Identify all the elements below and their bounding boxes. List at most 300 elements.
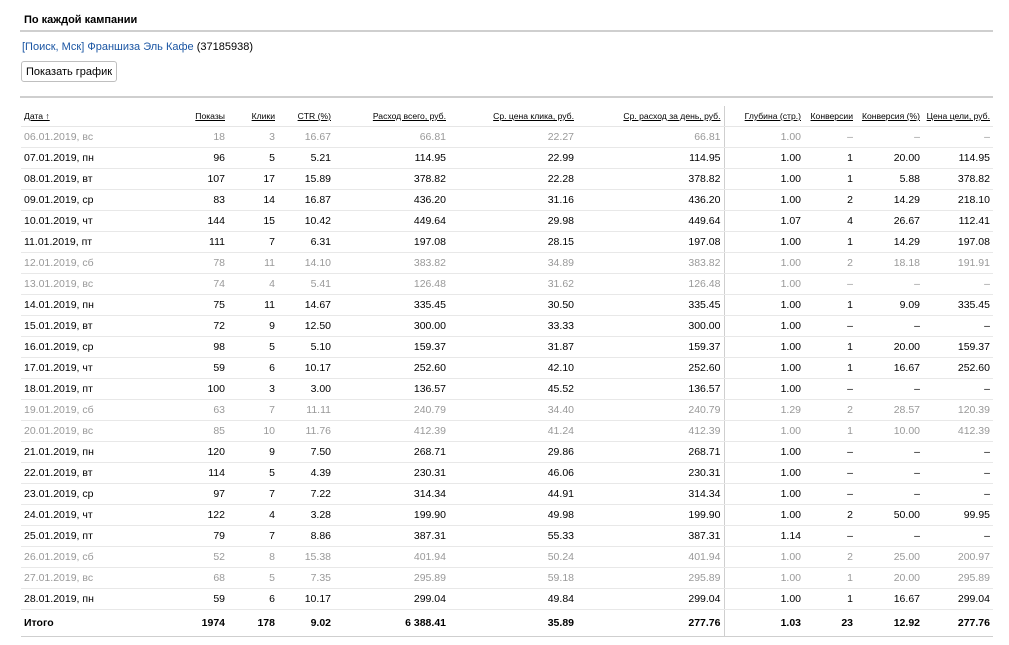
table-row	[21, 442, 993, 463]
cell-conversions: 2	[804, 190, 856, 211]
cell-avg-daily-spend: 136.57	[577, 379, 724, 400]
cell-impressions: 59	[129, 358, 228, 379]
cell-conversions: 1	[804, 169, 856, 190]
cell-clicks: 3	[228, 127, 278, 148]
table-row	[21, 484, 993, 505]
campaign-id: (37185938)	[196, 41, 254, 53]
cell-date: 22.01.2019, вт	[21, 463, 129, 484]
cell-avg-cpc: 22.28	[449, 169, 577, 190]
show-chart-button[interactable]: Показать график	[21, 61, 117, 82]
divider	[20, 30, 993, 32]
cell-date: 18.01.2019, пт	[21, 379, 129, 400]
cell-conversions: 2	[804, 253, 856, 274]
cell-conversions: –	[804, 484, 856, 505]
cell-depth: 1.00	[724, 589, 804, 610]
cell-avg-daily-spend: 126.48	[577, 274, 724, 295]
cell-cost-per-goal: 299.04	[923, 589, 993, 610]
table-row	[21, 211, 993, 232]
cell-avg-daily-spend: 252.60	[577, 358, 724, 379]
cell-cost-per-goal: 412.39	[923, 421, 993, 442]
cell-conversion-rate: 16.67	[856, 589, 923, 610]
cell-spend-total: 299.04	[334, 589, 449, 610]
cell-clicks: 4	[228, 274, 278, 295]
cell-conversions: –	[804, 526, 856, 547]
cell-ctr: 15.89	[278, 169, 334, 190]
cell-clicks: 11	[228, 253, 278, 274]
cell-conversion-rate: 9.09	[856, 295, 923, 316]
cell-ctr: 11.76	[278, 421, 334, 442]
cell-depth: 1.00	[724, 253, 804, 274]
cell-avg-cpc: 55.33	[449, 526, 577, 547]
cell-impressions: 78	[129, 253, 228, 274]
cell-clicks: 17	[228, 169, 278, 190]
cell-date: 07.01.2019, пн	[21, 148, 129, 169]
cell-avg-daily-spend: 230.31	[577, 463, 724, 484]
cell-conversions: 2	[804, 505, 856, 526]
cell-ctr: 7.35	[278, 568, 334, 589]
cell-cost-per-goal: 335.45	[923, 295, 993, 316]
cell-depth: 1.00	[724, 442, 804, 463]
cell-cost-per-goal: 252.60	[923, 358, 993, 379]
cell-cost-per-goal: 112.41	[923, 211, 993, 232]
cell-cost-per-goal: –	[923, 463, 993, 484]
section-title: По каждой кампании	[24, 14, 138, 26]
cell-avg-daily-spend: 299.04	[577, 589, 724, 610]
cell-date: 26.01.2019, сб	[21, 547, 129, 568]
cell-conversion-rate: 25.00	[856, 547, 923, 568]
cell-depth: 1.00	[724, 379, 804, 400]
table-row	[21, 190, 993, 211]
cell-ctr: 6.31	[278, 232, 334, 253]
cell-impressions: 111	[129, 232, 228, 253]
cell-date: 23.01.2019, ср	[21, 484, 129, 505]
total-conversions: 23	[804, 610, 856, 637]
cell-avg-daily-spend: 412.39	[577, 421, 724, 442]
cell-date: 15.01.2019, вт	[21, 316, 129, 337]
campaign-link[interactable]: [Поиск, Мск] Франшиза Эль Кафе	[22, 41, 194, 53]
cell-avg-cpc: 49.98	[449, 505, 577, 526]
cell-avg-daily-spend: 314.34	[577, 484, 724, 505]
cell-clicks: 15	[228, 211, 278, 232]
cell-conversion-rate: –	[856, 379, 923, 400]
cell-spend-total: 295.89	[334, 568, 449, 589]
cell-conversion-rate: 28.57	[856, 400, 923, 421]
column-header-clicks[interactable]: Клики	[228, 106, 278, 127]
cell-conversions: 1	[804, 568, 856, 589]
cell-avg-daily-spend: 449.64	[577, 211, 724, 232]
cell-date: 08.01.2019, вт	[21, 169, 129, 190]
cell-spend-total: 114.95	[334, 148, 449, 169]
cell-ctr: 12.50	[278, 316, 334, 337]
table-row	[21, 589, 993, 610]
cell-depth: 1.00	[724, 505, 804, 526]
cell-date: 06.01.2019, вс	[21, 127, 129, 148]
cell-date: 12.01.2019, сб	[21, 253, 129, 274]
cell-ctr: 7.22	[278, 484, 334, 505]
cell-clicks: 9	[228, 316, 278, 337]
column-header-avg-cpc[interactable]: Ср. цена клика, руб.	[449, 106, 577, 127]
cell-conversion-rate: 50.00	[856, 505, 923, 526]
cell-spend-total: 126.48	[334, 274, 449, 295]
cell-clicks: 7	[228, 232, 278, 253]
cell-conversion-rate: –	[856, 463, 923, 484]
total-clicks: 178	[228, 610, 278, 637]
cell-cost-per-goal: 197.08	[923, 232, 993, 253]
cell-impressions: 74	[129, 274, 228, 295]
table-row	[21, 148, 993, 169]
cell-conversion-rate: 16.67	[856, 358, 923, 379]
table-row	[21, 253, 993, 274]
cell-spend-total: 449.64	[334, 211, 449, 232]
cell-conversion-rate: 20.00	[856, 568, 923, 589]
table-row	[21, 421, 993, 442]
cell-spend-total: 240.79	[334, 400, 449, 421]
total-date: Итого	[21, 610, 129, 637]
cell-cost-per-goal: –	[923, 484, 993, 505]
cell-impressions: 97	[129, 484, 228, 505]
cell-ctr: 5.41	[278, 274, 334, 295]
cell-depth: 1.00	[724, 232, 804, 253]
cell-date: 11.01.2019, пт	[21, 232, 129, 253]
total-spend-total: 6 388.41	[334, 610, 449, 637]
cell-avg-cpc: 42.10	[449, 358, 577, 379]
cell-cost-per-goal: –	[923, 442, 993, 463]
cell-avg-cpc: 31.62	[449, 274, 577, 295]
cell-date: 25.01.2019, пт	[21, 526, 129, 547]
cell-clicks: 5	[228, 148, 278, 169]
column-header-avg-daily-spend[interactable]: Ср. расход за день, руб.	[577, 106, 724, 127]
cell-cost-per-goal: 378.82	[923, 169, 993, 190]
cell-conversions: –	[804, 316, 856, 337]
cell-avg-daily-spend: 268.71	[577, 442, 724, 463]
cell-impressions: 144	[129, 211, 228, 232]
cell-spend-total: 159.37	[334, 337, 449, 358]
cell-avg-cpc: 30.50	[449, 295, 577, 316]
cell-conversions: 1	[804, 358, 856, 379]
cell-impressions: 59	[129, 589, 228, 610]
cell-avg-cpc: 33.33	[449, 316, 577, 337]
cell-cost-per-goal: 191.91	[923, 253, 993, 274]
cell-conversion-rate: –	[856, 316, 923, 337]
cell-avg-cpc: 34.40	[449, 400, 577, 421]
table-row	[21, 169, 993, 190]
cell-avg-cpc: 22.99	[449, 148, 577, 169]
cell-date: 09.01.2019, ср	[21, 190, 129, 211]
cell-depth: 1.00	[724, 295, 804, 316]
cell-spend-total: 252.60	[334, 358, 449, 379]
cell-conversions: 1	[804, 421, 856, 442]
cell-impressions: 107	[129, 169, 228, 190]
cell-spend-total: 199.90	[334, 505, 449, 526]
cell-depth: 1.07	[724, 211, 804, 232]
cell-conversions: 4	[804, 211, 856, 232]
cell-avg-daily-spend: 159.37	[577, 337, 724, 358]
cell-depth: 1.29	[724, 400, 804, 421]
cell-avg-daily-spend: 199.90	[577, 505, 724, 526]
cell-conversions: –	[804, 442, 856, 463]
cell-ctr: 3.00	[278, 379, 334, 400]
total-conversion-rate: 12.92	[856, 610, 923, 637]
table-row	[21, 505, 993, 526]
cell-depth: 1.00	[724, 463, 804, 484]
column-header-date[interactable]: Дата ↑	[21, 106, 129, 127]
column-header-cost-per-goal[interactable]: Цена цели, руб.	[923, 106, 993, 127]
column-header-ctr[interactable]: CTR (%)	[278, 106, 334, 127]
cell-depth: 1.00	[724, 169, 804, 190]
cell-conversion-rate: 10.00	[856, 421, 923, 442]
cell-conversion-rate: 20.00	[856, 148, 923, 169]
cell-avg-cpc: 31.16	[449, 190, 577, 211]
cell-spend-total: 300.00	[334, 316, 449, 337]
cell-avg-daily-spend: 240.79	[577, 400, 724, 421]
table-row	[21, 547, 993, 568]
column-header-spend-total[interactable]: Расход всего, руб.	[334, 106, 449, 127]
cell-impressions: 122	[129, 505, 228, 526]
cell-impressions: 52	[129, 547, 228, 568]
cell-cost-per-goal: –	[923, 379, 993, 400]
cell-clicks: 5	[228, 337, 278, 358]
cell-ctr: 16.87	[278, 190, 334, 211]
column-header-conversion-rate[interactable]: Конверсия (%)	[856, 106, 923, 127]
cell-impressions: 18	[129, 127, 228, 148]
cell-spend-total: 436.20	[334, 190, 449, 211]
cell-ctr: 15.38	[278, 547, 334, 568]
cell-cost-per-goal: –	[923, 127, 993, 148]
cell-clicks: 5	[228, 463, 278, 484]
cell-ctr: 5.21	[278, 148, 334, 169]
table-row	[21, 337, 993, 358]
cell-clicks: 11	[228, 295, 278, 316]
campaign-stats-table	[21, 106, 993, 637]
cell-avg-daily-spend: 66.81	[577, 127, 724, 148]
cell-date: 27.01.2019, вс	[21, 568, 129, 589]
cell-spend-total: 314.34	[334, 484, 449, 505]
cell-spend-total: 197.08	[334, 232, 449, 253]
cell-impressions: 72	[129, 316, 228, 337]
cell-avg-cpc: 50.24	[449, 547, 577, 568]
cell-ctr: 11.11	[278, 400, 334, 421]
divider	[20, 96, 993, 98]
cell-cost-per-goal: 120.39	[923, 400, 993, 421]
cell-clicks: 7	[228, 400, 278, 421]
cell-spend-total: 412.39	[334, 421, 449, 442]
table-row	[21, 568, 993, 589]
total-row	[21, 610, 993, 637]
table-row	[21, 274, 993, 295]
cell-spend-total: 230.31	[334, 463, 449, 484]
cell-ctr: 14.10	[278, 253, 334, 274]
cell-conversion-rate: 14.29	[856, 190, 923, 211]
cell-conversion-rate: –	[856, 274, 923, 295]
cell-conversions: 2	[804, 547, 856, 568]
total-impressions: 1974	[129, 610, 228, 637]
cell-impressions: 120	[129, 442, 228, 463]
cell-avg-daily-spend: 335.45	[577, 295, 724, 316]
cell-depth: 1.00	[724, 274, 804, 295]
cell-clicks: 4	[228, 505, 278, 526]
cell-depth: 1.00	[724, 484, 804, 505]
cell-clicks: 8	[228, 547, 278, 568]
cell-clicks: 5	[228, 568, 278, 589]
cell-ctr: 5.10	[278, 337, 334, 358]
cell-conversions: –	[804, 127, 856, 148]
cell-depth: 1.14	[724, 526, 804, 547]
cell-conversion-rate: –	[856, 526, 923, 547]
cell-spend-total: 136.57	[334, 379, 449, 400]
cell-clicks: 6	[228, 589, 278, 610]
total-avg-daily-spend: 277.76	[577, 610, 724, 637]
table-row	[21, 295, 993, 316]
campaign-name	[22, 41, 253, 53]
column-header-conversions[interactable]: Конверсии	[804, 106, 856, 127]
cell-cost-per-goal: 218.10	[923, 190, 993, 211]
table-row	[21, 127, 993, 148]
cell-impressions: 85	[129, 421, 228, 442]
cell-avg-daily-spend: 295.89	[577, 568, 724, 589]
cell-conversions: 1	[804, 232, 856, 253]
cell-avg-daily-spend: 300.00	[577, 316, 724, 337]
table-row	[21, 400, 993, 421]
cell-ctr: 7.50	[278, 442, 334, 463]
cell-clicks: 7	[228, 484, 278, 505]
cell-depth: 1.00	[724, 568, 804, 589]
cell-spend-total: 387.31	[334, 526, 449, 547]
cell-conversion-rate: 14.29	[856, 232, 923, 253]
cell-conversions: 1	[804, 589, 856, 610]
cell-depth: 1.00	[724, 148, 804, 169]
cell-conversion-rate: –	[856, 442, 923, 463]
total-cost-per-goal: 277.76	[923, 610, 993, 637]
cell-ctr: 4.39	[278, 463, 334, 484]
table-row	[21, 316, 993, 337]
cell-ctr: 8.86	[278, 526, 334, 547]
total-depth: 1.03	[724, 610, 804, 637]
cell-spend-total: 66.81	[334, 127, 449, 148]
cell-conversions: 2	[804, 400, 856, 421]
total-avg-cpc: 35.89	[449, 610, 577, 637]
cell-conversion-rate: 5.88	[856, 169, 923, 190]
column-header-impressions[interactable]: Показы	[129, 106, 228, 127]
cell-avg-daily-spend: 197.08	[577, 232, 724, 253]
cell-ctr: 10.42	[278, 211, 334, 232]
cell-avg-cpc: 29.86	[449, 442, 577, 463]
cell-date: 16.01.2019, ср	[21, 337, 129, 358]
cell-depth: 1.00	[724, 358, 804, 379]
cell-spend-total: 378.82	[334, 169, 449, 190]
cell-clicks: 7	[228, 526, 278, 547]
cell-conversion-rate: –	[856, 127, 923, 148]
cell-clicks: 10	[228, 421, 278, 442]
cell-impressions: 83	[129, 190, 228, 211]
cell-cost-per-goal: 295.89	[923, 568, 993, 589]
cell-impressions: 100	[129, 379, 228, 400]
table-row	[21, 463, 993, 484]
cell-avg-cpc: 49.84	[449, 589, 577, 610]
cell-avg-cpc: 29.98	[449, 211, 577, 232]
table-row	[21, 358, 993, 379]
cell-impressions: 63	[129, 400, 228, 421]
cell-avg-cpc: 44.91	[449, 484, 577, 505]
cell-conversions: 1	[804, 295, 856, 316]
cell-date: 28.01.2019, пн	[21, 589, 129, 610]
cell-ctr: 14.67	[278, 295, 334, 316]
cell-avg-daily-spend: 401.94	[577, 547, 724, 568]
cell-avg-cpc: 28.15	[449, 232, 577, 253]
cell-date: 24.01.2019, чт	[21, 505, 129, 526]
cell-conversion-rate: –	[856, 484, 923, 505]
cell-date: 20.01.2019, вс	[21, 421, 129, 442]
cell-cost-per-goal: –	[923, 274, 993, 295]
cell-conversions: 1	[804, 148, 856, 169]
cell-conversion-rate: 26.67	[856, 211, 923, 232]
cell-clicks: 3	[228, 379, 278, 400]
cell-avg-daily-spend: 383.82	[577, 253, 724, 274]
cell-avg-cpc: 31.87	[449, 337, 577, 358]
cell-avg-cpc: 46.06	[449, 463, 577, 484]
cell-avg-cpc: 45.52	[449, 379, 577, 400]
cell-date: 10.01.2019, чт	[21, 211, 129, 232]
cell-conversion-rate: 18.18	[856, 253, 923, 274]
cell-date: 14.01.2019, пн	[21, 295, 129, 316]
cell-impressions: 68	[129, 568, 228, 589]
cell-avg-cpc: 22.27	[449, 127, 577, 148]
cell-spend-total: 383.82	[334, 253, 449, 274]
table-row	[21, 526, 993, 547]
cell-date: 21.01.2019, пн	[21, 442, 129, 463]
total-ctr: 9.02	[278, 610, 334, 637]
cell-impressions: 98	[129, 337, 228, 358]
cell-avg-cpc: 34.89	[449, 253, 577, 274]
cell-avg-cpc: 59.18	[449, 568, 577, 589]
cell-cost-per-goal: 159.37	[923, 337, 993, 358]
cell-avg-cpc: 41.24	[449, 421, 577, 442]
cell-cost-per-goal: –	[923, 526, 993, 547]
cell-conversion-rate: 20.00	[856, 337, 923, 358]
cell-avg-daily-spend: 114.95	[577, 148, 724, 169]
table-row	[21, 379, 993, 400]
cell-impressions: 75	[129, 295, 228, 316]
cell-conversions: –	[804, 463, 856, 484]
cell-impressions: 79	[129, 526, 228, 547]
cell-conversions: –	[804, 379, 856, 400]
cell-date: 13.01.2019, вс	[21, 274, 129, 295]
cell-ctr: 10.17	[278, 358, 334, 379]
cell-depth: 1.00	[724, 421, 804, 442]
cell-clicks: 14	[228, 190, 278, 211]
column-header-depth[interactable]: Глубина (стр.)	[724, 106, 804, 127]
cell-depth: 1.00	[724, 316, 804, 337]
cell-impressions: 114	[129, 463, 228, 484]
table-row	[21, 232, 993, 253]
cell-avg-daily-spend: 436.20	[577, 190, 724, 211]
cell-avg-daily-spend: 387.31	[577, 526, 724, 547]
cell-depth: 1.00	[724, 190, 804, 211]
cell-clicks: 6	[228, 358, 278, 379]
cell-conversions: –	[804, 274, 856, 295]
cell-depth: 1.00	[724, 547, 804, 568]
cell-cost-per-goal: 99.95	[923, 505, 993, 526]
cell-date: 17.01.2019, чт	[21, 358, 129, 379]
cell-ctr: 16.67	[278, 127, 334, 148]
cell-ctr: 10.17	[278, 589, 334, 610]
cell-date: 19.01.2019, сб	[21, 400, 129, 421]
cell-conversions: 1	[804, 337, 856, 358]
cell-depth: 1.00	[724, 337, 804, 358]
cell-impressions: 96	[129, 148, 228, 169]
cell-cost-per-goal: –	[923, 316, 993, 337]
cell-avg-daily-spend: 378.82	[577, 169, 724, 190]
cell-cost-per-goal: 114.95	[923, 148, 993, 169]
